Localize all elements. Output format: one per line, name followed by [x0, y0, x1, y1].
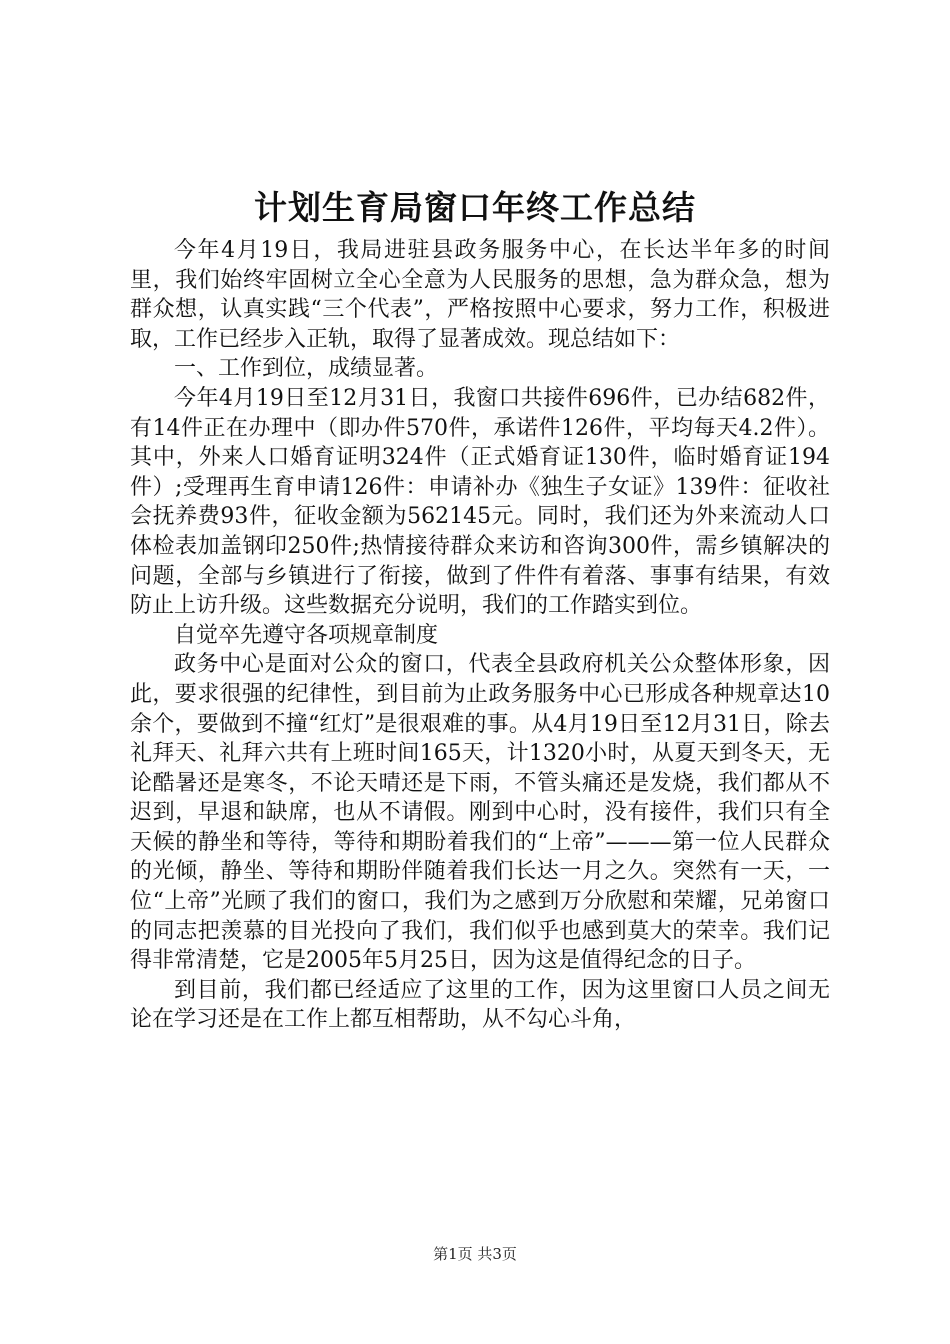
page-footer: 第1页 共3页: [433, 1245, 517, 1263]
document-body: [130, 236, 830, 1035]
paragraph-intro: 今年4月19日，我局进驻县政务服务中心，在长达半年多的时间里，我们始终牢固树立全心全意为人民服务的思想，急为群众急，想为群众想，认真实践“三个代表”，严格按照中心要求，努力工作，积极进取，工作已经步入正轨，取得了显著成效。现总结如下：: [130, 238, 830, 352]
section-heading-2: 自觉卒先遵守各项规章制度: [174, 622, 439, 648]
paragraph-adaptation: 到目前，我们都已经适应了这里的工作，因为这里窗口人员之间无论在学习还是在工作上都互相帮助，从不勾心斗角，: [130, 977, 830, 1033]
paragraph-statistics: 今年4月19日至12月31日，我窗口共接件696件，已办结682件，有14件正在办理中（即办件570件，承诺件126件，平均每天4.2件）。其中，外来人口婚育证明324件（正式婚育证130件，临时婚育证194件）;受理再生育申请126件：申请补办《独生子女证》139件：征收社会抚养费93件，征收金额为562145元。同时，我们还为外来流动人口体检表加盖钢印250件;热情接待群众来访和咨询300件，需乡镇解决的问题，全部与乡镇进行了衔接，做到了件件有着落、事事有结果，有效防止上访升级。这些数据充分说明，我们的工作踏实到位。: [130, 385, 830, 619]
section-heading-1: 一、工作到位，成绩显著。: [174, 356, 439, 382]
document-title: 计划生育局窗口年终工作总结: [254, 188, 696, 227]
paragraph-discipline: 政务中心是面对公众的窗口，代表全县政府机关公众整体形象，因此，要求很强的纪律性，到目前为止政务服务中心已形成各种规章达10余个，要做到不撞“红灯”是很艰难的事。从4月19日至12月31日，除去礼拜天、礼拜六共有上班时间165天，计1320小时，从夏天到冬天，无论酷暑还是寒冬，不论天晴还是下雨，不管头痛还是发烧，我们都从不迟到，早退和缺席，也从不请假。刚到中心时，没有接件，我们只有全天候的静坐和等待，等待和期盼着我们的“上帝”———第一位人民群众的光倾，静坐、等待和期盼伴随着我们长达一月之久。突然有一天，一位“上帝”光顾了我们的窗口，我们为之感到万分欣慰和荣耀，兄弟窗口的同志把羡慕的目光投向了我们，我们似乎也感到莫大的荣幸。我们记得非常清楚，它是2005年5月25日，因为这是值得纪念的日子。: [130, 652, 830, 974]
